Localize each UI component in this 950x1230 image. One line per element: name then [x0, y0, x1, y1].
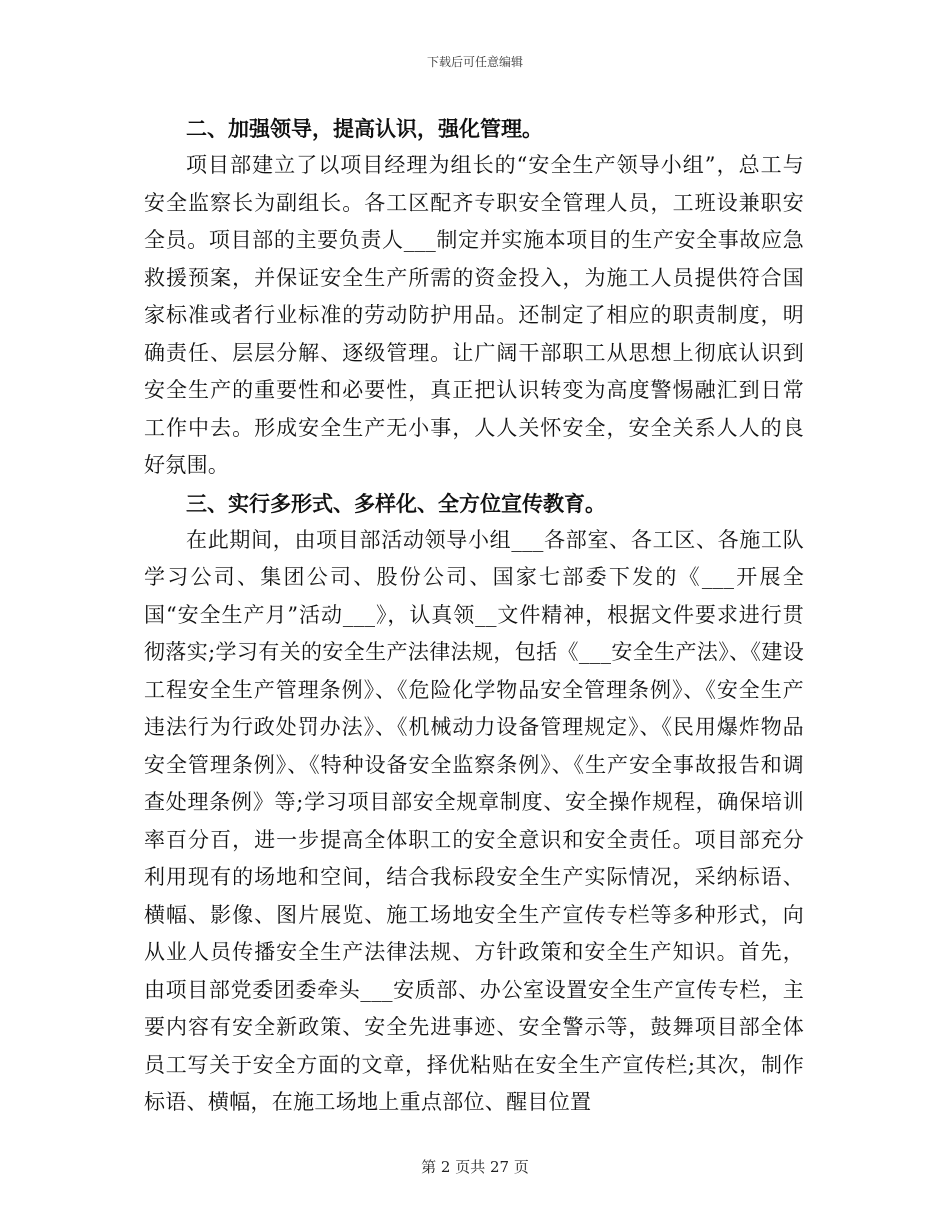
- section-paragraph-2: 项目部建立了以项目经理为组长的“安全生产领导小组”，总工与安全监察长为副组长。各工区配齐专职安全管理人员，工班设兼职安全员。项目部的主要负责人___制定并实施本项目的生产安全事故应急救援预案，并保证安全生产所需的资金投入，为施工人员提供符合国家标准或者行业标准的劳动防护用品。还制定了相应的职责制度，明确责任、层层分解、逐级管理。让广阔干部职工从思想上彻底认识到安全生产的重要性和必要性，真正把认识转变为高度警惕融汇到日常工作中去。形成安全生产无小事，人人关怀安全，安全关系人人的良好氛围。: [144, 153, 804, 477]
- section-heading-2: 二、加强领导，提高认识，强化管理。: [186, 116, 543, 141]
- section-heading-3: 三、实行多形式、多样化、全方位宣传教育。: [186, 490, 606, 516]
- page-footer: 第 2 页共 27 页: [421, 1158, 529, 1176]
- section-paragraph-3: 在此期间，由项目部活动领导小组___各部室、各工区、各施工队学习公司、集团公司、股份公司、国家七部委下发的《___开展全国“安全生产月”活动___》，认真领__文件精神，根据文件要求进行贯彻落实;学习有关的安全生产法律法规，包括《___安全生产法》、《建设工程安全生产管理条例》、《危险化学物品安全管理条例》、《安全生产违法行为行政处罚办法》、《机械动力设备管理规定》、《民用爆炸物品安全管理条例》、《特种设备安全监察条例》、《生产安全事故报告和调查处理条例》等;学习项目部安全规章制度、安全操作规程，确保培训率百分百，进一步提高全体职工的安全意识和安全责任。项目部充分利用现有的场地和空间，结合我标段安全生产实际情况，采纳标语、横幅、影像、图片展览、施工场地安全生产宣传专栏等多种形式，向从业人员传播安全生产法律法规、方针政策和安全生产知识。首先，由项目部党委团委牵头___安质部、办公室设置安全生产宣传专栏，主要内容有安全新政策、安全先进事迹、安全警示等，鼓舞项目部全体员工写关于安全方面的文章，择优粘贴在安全生产宣传栏;其次，制作标语、横幅，在施工场地上重点部位、醒目位置: [144, 527, 804, 1114]
- document-body: [144, 110, 804, 1122]
- page-header: 下载后可任意编辑: [426, 55, 523, 69]
